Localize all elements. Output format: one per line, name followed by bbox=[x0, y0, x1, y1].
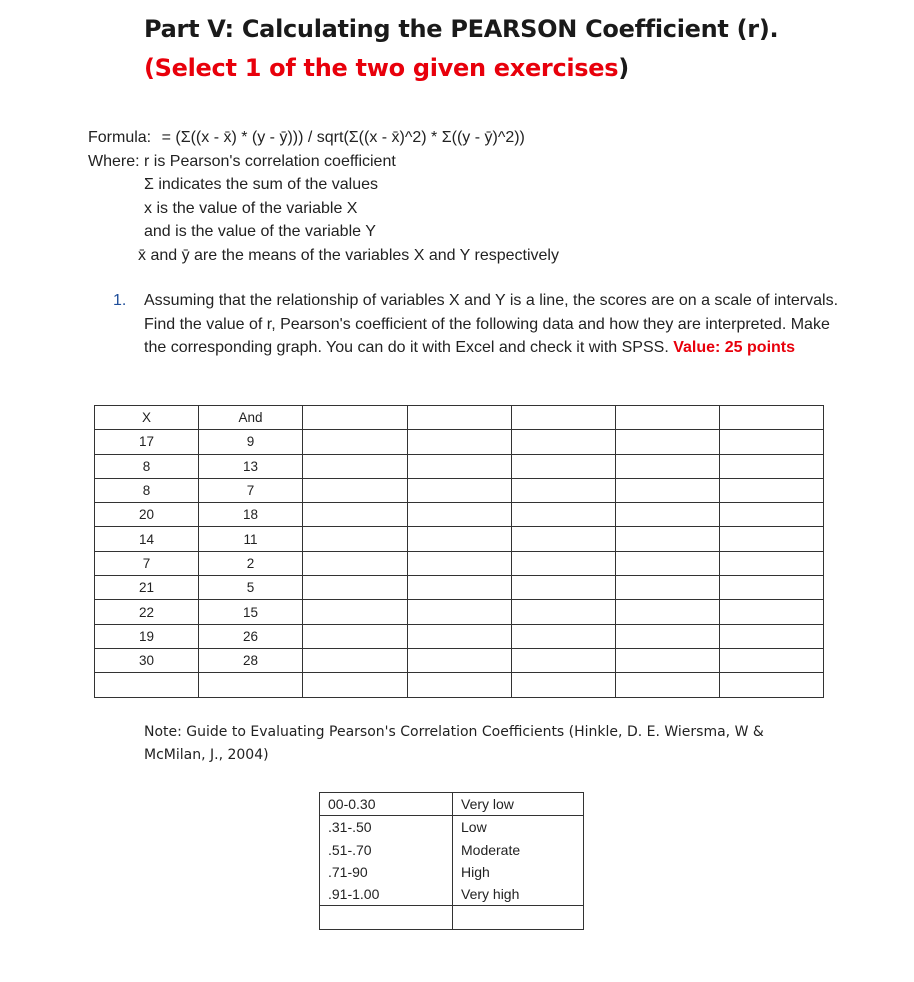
where-line-2: x is the value of the variable X bbox=[144, 199, 358, 217]
table-cell bbox=[303, 648, 408, 672]
table-cell bbox=[303, 673, 408, 697]
table-cell bbox=[303, 600, 408, 624]
table-cell: 8 bbox=[95, 454, 199, 478]
guide-label-cell bbox=[453, 906, 584, 929]
table-cell bbox=[408, 648, 512, 672]
table-cell bbox=[512, 478, 616, 502]
table-cell bbox=[303, 430, 408, 454]
guide-label-cell: Very high bbox=[453, 883, 584, 906]
guide-table bbox=[319, 792, 584, 930]
table-cell bbox=[720, 527, 824, 551]
table-cell: 8 bbox=[95, 478, 199, 502]
table-cell: 21 bbox=[95, 576, 199, 600]
table-cell bbox=[616, 478, 720, 502]
table-cell bbox=[512, 503, 616, 527]
table-cell bbox=[408, 430, 512, 454]
table-cell: 7 bbox=[95, 551, 199, 575]
guide-label-cell: Very low bbox=[453, 793, 584, 816]
table-cell bbox=[408, 454, 512, 478]
title-highlight-close: ) bbox=[618, 54, 629, 82]
formula-label: Formula: bbox=[88, 129, 152, 146]
table-cell bbox=[408, 527, 512, 551]
table-row bbox=[95, 648, 824, 672]
table-cell bbox=[408, 406, 512, 430]
where-line-4: x̄ and ȳ are the means of the variables X and Y respectively bbox=[138, 246, 559, 264]
table-cell bbox=[95, 673, 199, 697]
formula-expression: = (Σ((x - x̄) * (y - ȳ))) / sqrt(Σ((x - x̄)^2) * Σ((y - ȳ)^2)) bbox=[161, 129, 525, 146]
table-cell bbox=[720, 624, 824, 648]
table-cell bbox=[720, 503, 824, 527]
table-cell: And bbox=[199, 406, 303, 430]
table-cell bbox=[303, 406, 408, 430]
table-header-row bbox=[95, 406, 824, 430]
table-cell bbox=[408, 478, 512, 502]
page-title bbox=[144, 10, 864, 88]
table-cell: 19 bbox=[95, 624, 199, 648]
guide-row bbox=[320, 793, 584, 816]
table-row bbox=[95, 430, 824, 454]
table-cell: 18 bbox=[199, 503, 303, 527]
table-row bbox=[95, 551, 824, 575]
table-cell bbox=[616, 600, 720, 624]
table-cell bbox=[512, 406, 616, 430]
table-cell: X bbox=[95, 406, 199, 430]
guide-range-cell: .51-.70 bbox=[320, 839, 453, 861]
table-cell: 28 bbox=[199, 648, 303, 672]
table-cell bbox=[303, 454, 408, 478]
table-cell bbox=[616, 454, 720, 478]
table-cell bbox=[408, 624, 512, 648]
table-row bbox=[95, 478, 824, 502]
guide-label-cell: Moderate bbox=[453, 839, 584, 861]
table-cell bbox=[616, 576, 720, 600]
formula-block bbox=[88, 126, 559, 267]
table-cell bbox=[408, 503, 512, 527]
guide-row bbox=[320, 861, 584, 883]
table-cell bbox=[303, 503, 408, 527]
table-cell bbox=[512, 648, 616, 672]
data-table bbox=[94, 405, 824, 698]
table-cell bbox=[720, 406, 824, 430]
table-cell: 13 bbox=[199, 454, 303, 478]
guide-range-cell bbox=[320, 906, 453, 929]
guide-range-cell: .91-1.00 bbox=[320, 883, 453, 906]
question-1 bbox=[113, 289, 843, 360]
table-cell bbox=[720, 478, 824, 502]
question-text-block bbox=[144, 289, 843, 360]
title-highlight-open: ( bbox=[144, 54, 155, 82]
table-cell bbox=[303, 624, 408, 648]
guide-range-cell: .71-90 bbox=[320, 861, 453, 883]
table-row bbox=[95, 527, 824, 551]
table-cell bbox=[616, 406, 720, 430]
question-value: Value: 25 points bbox=[673, 339, 796, 356]
table-cell: 5 bbox=[199, 576, 303, 600]
table-row bbox=[95, 624, 824, 648]
where-line-0: r is Pearson's correlation coefficient bbox=[144, 152, 396, 170]
table-cell: 22 bbox=[95, 600, 199, 624]
table-row bbox=[95, 454, 824, 478]
table-cell bbox=[720, 430, 824, 454]
guide-label-cell: Low bbox=[453, 816, 584, 839]
table-cell bbox=[303, 576, 408, 600]
guide-row bbox=[320, 906, 584, 929]
table-cell: 2 bbox=[199, 551, 303, 575]
where-line bbox=[88, 150, 559, 174]
table-row bbox=[95, 673, 824, 697]
guide-row bbox=[320, 839, 584, 861]
table-cell: 26 bbox=[199, 624, 303, 648]
table-cell bbox=[720, 551, 824, 575]
table-cell bbox=[199, 673, 303, 697]
guide-label-cell: High bbox=[453, 861, 584, 883]
question-number: 1. bbox=[113, 292, 127, 309]
table-cell bbox=[720, 673, 824, 697]
table-cell: 14 bbox=[95, 527, 199, 551]
table-cell bbox=[720, 648, 824, 672]
table-cell bbox=[616, 624, 720, 648]
where-line-1: Σ indicates the sum of the values bbox=[144, 176, 379, 193]
guide-row bbox=[320, 883, 584, 906]
table-row bbox=[95, 503, 824, 527]
guide-range-cell: .31-.50 bbox=[320, 816, 453, 839]
table-cell bbox=[720, 454, 824, 478]
table-row bbox=[95, 600, 824, 624]
table-cell bbox=[616, 430, 720, 454]
guide-row bbox=[320, 816, 584, 839]
formula-line bbox=[88, 126, 559, 150]
table-cell bbox=[408, 600, 512, 624]
table-cell bbox=[408, 551, 512, 575]
title-highlight bbox=[144, 54, 618, 82]
table-cell bbox=[512, 673, 616, 697]
question-text: Assuming that the relationship of variables X and Y is a line, the scores are on a scale of intervals. Find the value of r, Pearson's coefficient of the following data and how they are interpreted. Make the corresponding graph. You can do it with Excel and check it with SPSS. bbox=[144, 292, 839, 356]
table-cell bbox=[303, 551, 408, 575]
table-cell bbox=[512, 430, 616, 454]
note: Note: Guide to Evaluating Pearson's Correlation Coefficients (Hinkle, D. E. Wiersma, W & McMilan, J., 2004) bbox=[144, 724, 764, 763]
title-highlight-text: Select 1 of the two given exercises bbox=[154, 54, 619, 82]
table-cell bbox=[720, 576, 824, 600]
table-cell bbox=[303, 478, 408, 502]
table-cell: 7 bbox=[199, 478, 303, 502]
table-cell: 15 bbox=[199, 600, 303, 624]
where-label: Where: bbox=[88, 152, 140, 170]
table-cell: 17 bbox=[95, 430, 199, 454]
table-cell bbox=[616, 673, 720, 697]
table-cell bbox=[616, 648, 720, 672]
table-cell: 11 bbox=[199, 527, 303, 551]
table-cell bbox=[512, 454, 616, 478]
title-main: Part V: Calculating the PEARSON Coefficient (r). bbox=[144, 15, 779, 43]
where-line-3: and is the value of the variable Y bbox=[144, 223, 376, 240]
table-cell: 9 bbox=[199, 430, 303, 454]
table-cell bbox=[616, 551, 720, 575]
table-row bbox=[95, 576, 824, 600]
table-cell: 30 bbox=[95, 648, 199, 672]
table-cell bbox=[512, 624, 616, 648]
table-cell bbox=[720, 600, 824, 624]
guide-range-cell: 00-0.30 bbox=[320, 793, 453, 816]
table-cell bbox=[512, 527, 616, 551]
table-cell bbox=[408, 576, 512, 600]
table-cell bbox=[512, 600, 616, 624]
table-cell bbox=[512, 551, 616, 575]
table-cell bbox=[616, 503, 720, 527]
table-cell bbox=[408, 673, 512, 697]
table-cell bbox=[616, 527, 720, 551]
table-cell bbox=[303, 527, 408, 551]
table-cell: 20 bbox=[95, 503, 199, 527]
table-cell bbox=[512, 576, 616, 600]
